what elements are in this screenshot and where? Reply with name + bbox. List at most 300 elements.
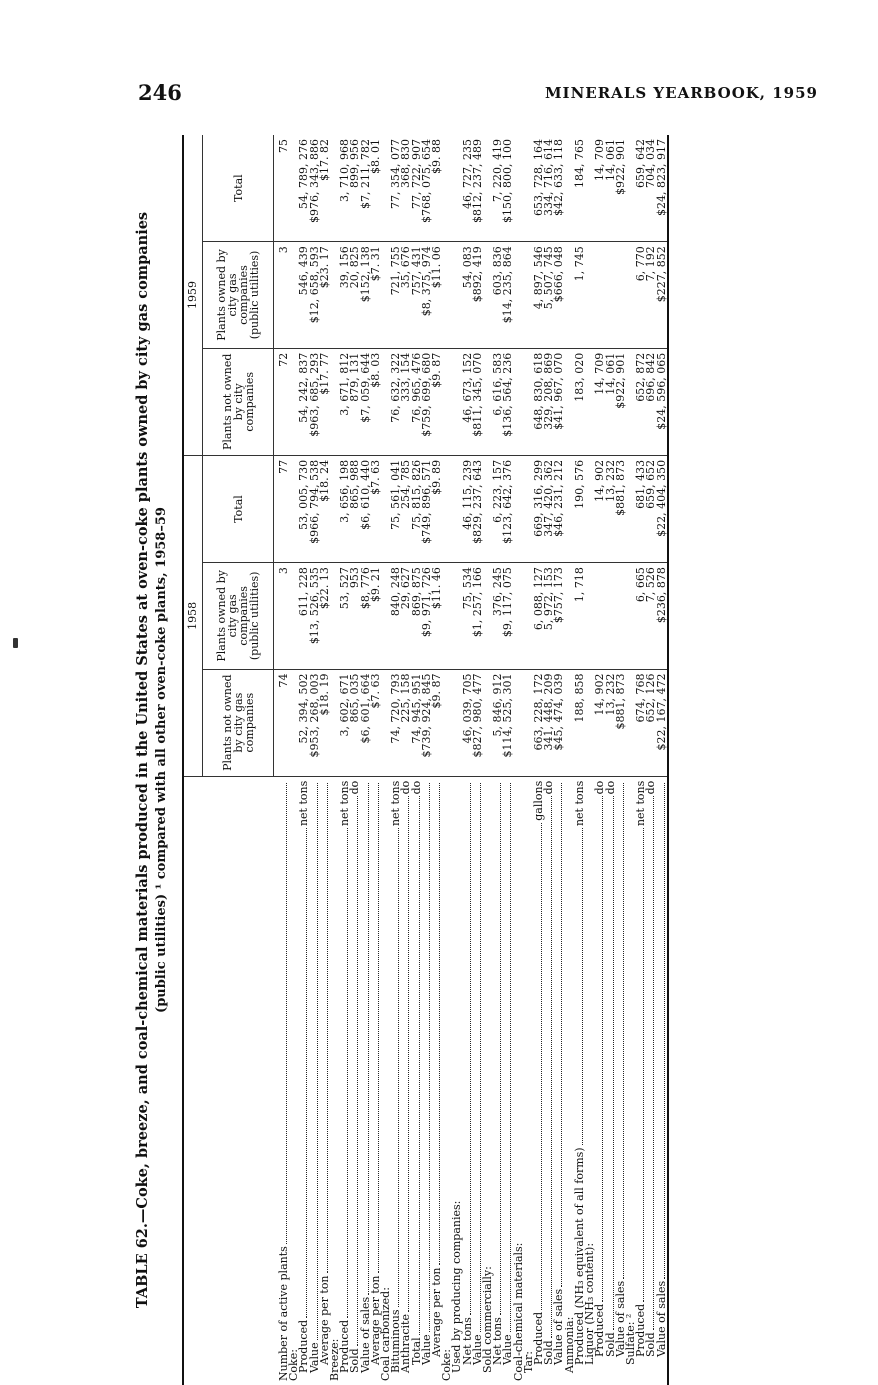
dot-leader [371, 783, 379, 1274]
value-cell: 603, 836 [493, 242, 503, 348]
value-cell: $8, 375, 974 [422, 242, 432, 348]
value-cell: $7. 31 [371, 242, 381, 348]
value-cell: $9. 89 [432, 455, 442, 562]
row-unit: do [399, 780, 413, 795]
row-label-cell [493, 776, 503, 1385]
row-label-cell [401, 776, 411, 1385]
value-cell: $7. 63 [371, 669, 381, 776]
value-cell: 696, 842 [646, 348, 656, 455]
value-cell: 869, 875 [412, 563, 422, 669]
value-cell: 54, 083 [463, 242, 473, 348]
value-cell: $7, 059, 644 [361, 348, 371, 455]
value-cell [595, 563, 605, 669]
dot-leader [340, 828, 348, 1318]
table-row [452, 135, 462, 1385]
row-unit: do [542, 780, 556, 795]
row-label-cell [452, 776, 462, 1385]
value-cell: 39, 156 [340, 242, 350, 348]
value-cell: $759, 699, 680 [422, 348, 432, 455]
value-cell: $6, 610, 440 [361, 455, 371, 562]
value-cell: $18. 19 [320, 669, 330, 776]
dot-leader [310, 783, 318, 1341]
value-cell: $881, 873 [616, 669, 626, 776]
table-row [595, 135, 605, 1385]
table-row [371, 135, 381, 1385]
value-cell: $22. 13 [320, 563, 330, 669]
value-cell [514, 348, 524, 455]
row-label: Sold commercially: [481, 1266, 495, 1373]
value-cell: $13, 526, 535 [310, 563, 320, 669]
column-header: Total [203, 455, 274, 562]
rotated-table-block [134, 135, 794, 1385]
value-cell: 899, 956 [348, 139, 362, 188]
row-label: Coal-chemical materials: [511, 1242, 525, 1381]
value-cell: $114, 525, 301 [503, 669, 513, 776]
table-row [626, 135, 636, 1385]
value-cell: 75 [277, 139, 290, 153]
row-label: Produced [338, 1319, 352, 1373]
row-label: Sold [644, 1332, 658, 1357]
value-cell: 20, 825 [350, 242, 360, 348]
table-row [636, 135, 646, 1385]
value-cell: 5, 846, 912 [493, 669, 503, 776]
value-cell: 6, 770 [636, 242, 646, 348]
table-subtitle: (public utilities) ¹ compared with all other oven-coke plants, 1958–59 [154, 507, 169, 1013]
dot-leader [412, 796, 420, 1335]
table-row [310, 135, 320, 1385]
row-label-cell [521, 776, 535, 1385]
value-cell: $9. 87 [432, 348, 442, 455]
table-row [616, 135, 626, 1385]
page-number: 246 [138, 80, 182, 105]
table-row [514, 135, 524, 1385]
value-cell: $123, 642, 376 [503, 455, 513, 562]
value-cell: 52, 394, 502 [299, 669, 309, 776]
row-label: Produced [634, 1303, 648, 1357]
value-cell: $24, 823, 917 [657, 135, 668, 242]
row-label-cell [350, 776, 360, 1385]
value-cell: 1, 745 [575, 242, 585, 348]
value-cell: 75, 815, 826 [412, 455, 422, 562]
value-cell [514, 669, 524, 776]
value-cell: 674, 768 [636, 669, 646, 776]
table-row [483, 135, 493, 1385]
row-label: Value [501, 1334, 515, 1365]
value-cell: $14, 235, 864 [503, 242, 513, 348]
value-cell: $46, 231, 212 [554, 455, 564, 562]
value-cell [606, 563, 616, 669]
row-label-cell [330, 776, 340, 1385]
row-label: Tar: [521, 1350, 535, 1373]
value-cell: $9. 87 [432, 669, 442, 776]
value-cell: 5, 972, 153 [544, 563, 554, 669]
row-label: Average per ton [368, 1275, 382, 1365]
value-cell: 757, 431 [412, 242, 422, 348]
value-cell: 190, 576 [575, 455, 585, 562]
value-cell: $1, 257, 166 [473, 563, 483, 669]
row-label-cell [511, 776, 525, 1385]
dot-leader [401, 796, 409, 1312]
value-cell [442, 669, 452, 776]
value-cell: 74, 945, 951 [412, 669, 422, 776]
value-cell: $22, 167, 472 [657, 669, 668, 776]
row-label: Produced [532, 1311, 546, 1365]
row-label-cell [409, 776, 423, 1385]
value-cell: 5, 507, 745 [544, 242, 554, 348]
value-cell: $827, 980, 477 [473, 669, 483, 776]
dot-leader [616, 783, 624, 1279]
value-cell: 77, 722, 907 [409, 139, 423, 209]
column-header: Plants owned by city gas companies (public utilities) [203, 563, 274, 669]
value-cell: 659, 642 [634, 139, 648, 188]
table-row [544, 135, 554, 1385]
row-label: Net tons [460, 1317, 474, 1365]
row-label-cell [391, 776, 401, 1385]
column-header: Total [203, 135, 274, 242]
value-cell: 14, 709 [593, 139, 607, 181]
value-cell: 53, 527 [340, 563, 350, 669]
table-row [606, 135, 616, 1385]
value-cell: $12, 658, 593 [310, 242, 320, 348]
dot-leader [636, 828, 644, 1302]
dot-leader [575, 828, 583, 1145]
table-body [279, 135, 668, 1385]
value-cell: 546, 439 [299, 242, 309, 348]
value-cell: 14, 061 [606, 348, 616, 455]
value-cell: $757, 173 [554, 563, 564, 669]
value-cell [514, 135, 524, 242]
row-label-cell [299, 776, 309, 1385]
value-cell: 347, 420, 362 [544, 455, 554, 562]
value-cell: 188, 858 [575, 669, 585, 776]
value-cell: $152, 138 [361, 242, 371, 348]
value-cell: 46, 039, 705 [463, 669, 473, 776]
value-cell: 6, 223, 157 [493, 455, 503, 562]
value-cell [595, 242, 605, 348]
column-header: Plants not owned by city companies [203, 348, 274, 455]
table-row [391, 135, 401, 1385]
table-row [646, 135, 656, 1385]
table-row [524, 135, 534, 1385]
value-cell [442, 135, 452, 242]
value-cell: $227, 852 [657, 242, 668, 348]
row-label: Value of sales [654, 1280, 668, 1357]
column-header: Plants not owned by city gas companies [203, 669, 274, 776]
dot-leader [432, 783, 440, 1266]
row-label-cell [483, 776, 493, 1385]
row-label: Produced [297, 1319, 311, 1373]
table-row [554, 135, 564, 1385]
data-table [182, 135, 669, 1385]
table-row [401, 135, 411, 1385]
value-cell: 721, 755 [391, 242, 401, 348]
value-cell: $812, 237, 489 [470, 139, 484, 223]
row-label: Value of sales [552, 1288, 566, 1365]
row-unit: net tons [338, 780, 352, 827]
dot-leader [279, 783, 287, 1244]
value-cell: $7. 63 [371, 455, 381, 562]
value-cell: $136, 564, 236 [503, 348, 513, 455]
row-label: Coal carbonized: [379, 1287, 393, 1381]
value-cell: 3 [279, 563, 289, 669]
value-cell: 333, 154 [401, 348, 411, 455]
value-cell: 865, 988 [350, 455, 360, 562]
value-cell: 334, 716, 614 [542, 139, 556, 216]
table-row [289, 135, 299, 1385]
dot-leader [299, 828, 307, 1318]
value-cell: 840, 248 [391, 563, 401, 669]
table-row [473, 135, 483, 1385]
value-cell: 14, 902 [595, 455, 605, 562]
value-cell: $953, 268, 003 [310, 669, 320, 776]
value-cell: 953 [350, 563, 360, 669]
row-label: Average per ton [317, 1275, 331, 1365]
value-cell: $9. 88 [430, 139, 444, 174]
value-cell [442, 455, 452, 562]
value-cell: $42, 633, 118 [552, 139, 566, 216]
table-title: TABLE 62.—Coke, breeze, and coal-chemical materials produced in the United States at oven-coke plants owned by city gas companies [134, 211, 151, 1309]
row-unit: do [409, 780, 423, 795]
row-label-cell [654, 776, 668, 1385]
value-cell: $768, 075, 654 [419, 139, 433, 223]
row-label: Coke: [440, 1349, 454, 1381]
value-cell: $922, 901 [613, 139, 627, 195]
value-cell: $6, 601, 664 [361, 669, 371, 776]
value-cell [514, 563, 524, 669]
dot-leader [391, 828, 399, 1307]
table-row [350, 135, 360, 1385]
table-row [575, 135, 585, 1385]
row-label-cell [534, 776, 544, 1385]
value-cell: 3, 671, 812 [340, 348, 350, 455]
row-unit: net tons [634, 780, 648, 827]
value-cell: 3, 602, 671 [340, 669, 350, 776]
value-cell: 14, 709 [595, 348, 605, 455]
dot-leader [320, 783, 328, 1274]
table-row [361, 135, 371, 1385]
row-label: Value [419, 1334, 433, 1365]
value-cell: 53, 005, 730 [299, 455, 309, 562]
value-cell: $45, 474, 039 [554, 669, 564, 776]
table-row [657, 135, 668, 1385]
value-cell: $11. 46 [432, 563, 442, 669]
table-row [320, 135, 330, 1385]
table-row [412, 135, 422, 1385]
value-cell: 54, 789, 276 [297, 139, 311, 209]
table-row [442, 135, 452, 1385]
dot-leader [606, 796, 614, 1330]
value-cell: 54, 242, 837 [299, 348, 309, 455]
row-label: Produced (NH₃ equivalent of all forms) [572, 1147, 586, 1365]
value-cell: $963, 685, 293 [310, 348, 320, 455]
year-header-1959: 1959 [184, 135, 203, 455]
table-row [279, 135, 289, 1385]
table-row [330, 135, 340, 1385]
value-cell: 3, 656, 198 [340, 455, 350, 562]
table-row [534, 135, 544, 1385]
value-cell: 865, 035 [350, 669, 360, 776]
stub-header [184, 776, 274, 1385]
row-label: Average per ton [430, 1267, 444, 1357]
dot-leader [422, 783, 430, 1333]
value-cell: $749, 896, 571 [422, 455, 432, 562]
row-unit: net tons [572, 780, 586, 827]
dot-leader [657, 783, 665, 1279]
row-label-cell [636, 776, 646, 1385]
row-label: Bituminous [389, 1309, 403, 1373]
row-label: Value of sales [358, 1296, 372, 1373]
value-cell: $9. 21 [371, 563, 381, 669]
value-cell [442, 348, 452, 455]
value-cell: 879, 131 [350, 348, 360, 455]
row-unit: gallons [532, 780, 546, 821]
row-label: Sulfate: ² [623, 1313, 637, 1365]
row-label-cell [340, 776, 350, 1385]
value-cell: 368, 830 [399, 139, 413, 188]
row-label: Liquor (NH₃ content): [583, 1242, 597, 1365]
row-label: Produced [593, 1303, 607, 1357]
value-cell: $966, 794, 538 [310, 455, 320, 562]
value-cell [514, 242, 524, 348]
dot-leader [503, 783, 511, 1333]
row-unit: net tons [389, 780, 403, 827]
table-row [432, 135, 442, 1385]
dot-leader [544, 796, 552, 1338]
table-row [422, 135, 432, 1385]
row-label: Number of active plants [277, 1246, 290, 1381]
dot-leader [473, 783, 481, 1333]
value-cell [514, 455, 524, 562]
value-cell: 46, 673, 152 [463, 348, 473, 455]
table-row [463, 135, 473, 1385]
value-cell: 13, 232 [606, 669, 616, 776]
row-unit: do [348, 780, 362, 795]
value-cell: 7, 526 [646, 563, 656, 669]
value-cell: 659, 652 [646, 455, 656, 562]
row-unit: do [593, 780, 607, 795]
value-cell: 652, 872 [636, 348, 646, 455]
row-label-cell [585, 776, 595, 1385]
row-label-cell [554, 776, 564, 1385]
value-cell: 6, 616, 583 [493, 348, 503, 455]
value-cell: $236, 878 [657, 563, 668, 669]
value-cell: 4, 897, 546 [534, 242, 544, 348]
value-cell: 341, 448, 209 [544, 669, 554, 776]
row-label-cell [595, 776, 605, 1385]
row-label: Sold [348, 1348, 362, 1373]
dot-leader [493, 783, 501, 1315]
value-cell: $976, 343, 886 [307, 139, 321, 223]
table-row [340, 135, 350, 1385]
value-cell: $8. 01 [368, 139, 382, 174]
value-cell [442, 563, 452, 669]
value-cell: 72 [279, 348, 289, 455]
column-header: Plants owned by city gas companies (public utilities) [203, 242, 274, 348]
row-unit: net tons [297, 780, 311, 827]
row-label: Sold [542, 1340, 556, 1365]
value-cell: 663, 228, 172 [534, 669, 544, 776]
value-cell: $23. 17 [320, 242, 330, 348]
page-header [138, 80, 818, 120]
row-unit: do [644, 780, 658, 795]
row-label-cell [317, 776, 331, 1385]
row-label: Used by producing companies: [450, 1200, 464, 1373]
value-cell [616, 242, 626, 348]
value-cell: 652, 126 [646, 669, 656, 776]
value-cell [442, 242, 452, 348]
row-label: Total [409, 1337, 423, 1365]
value-cell: 611, 228 [299, 563, 309, 669]
value-cell: 29, 627 [401, 563, 411, 669]
value-cell: 74 [279, 669, 289, 776]
value-cell: 46, 727, 235 [460, 139, 474, 209]
value-cell [606, 242, 616, 348]
value-cell: $7, 211, 782 [358, 139, 372, 209]
value-cell: $8, 776 [361, 563, 371, 669]
value-cell: 75, 561, 041 [391, 455, 401, 562]
value-cell: $739, 924, 845 [422, 669, 432, 776]
row-label: Net tons [491, 1317, 505, 1365]
value-cell: $922, 901 [616, 348, 626, 455]
value-cell: 6, 088, 127 [534, 563, 544, 669]
row-label: Anthracite [399, 1314, 413, 1373]
value-cell: $17. 77 [320, 348, 330, 455]
value-cell: 14, 061 [603, 139, 617, 181]
dot-leader [534, 823, 542, 1310]
table-row [503, 135, 513, 1385]
running-head: MINERALS YEARBOOK, 1959 [544, 84, 818, 102]
value-cell: $811, 345, 070 [473, 348, 483, 455]
year-header-1958: 1958 [184, 455, 203, 776]
scan-mark [13, 638, 18, 648]
value-cell: 183, 020 [575, 348, 585, 455]
row-label: Coke: [287, 1349, 301, 1381]
row-label-cell [289, 776, 299, 1385]
value-cell: 225, 158 [401, 669, 411, 776]
value-cell: 75, 534 [463, 563, 473, 669]
value-cell: 13, 232 [606, 455, 616, 562]
dot-leader [350, 796, 358, 1346]
value-cell: $9, 117, 075 [503, 563, 513, 669]
value-cell: $666, 048 [554, 242, 564, 348]
dot-leader [595, 796, 603, 1301]
value-cell: 7, 192 [646, 242, 656, 348]
table-row [381, 135, 391, 1385]
row-label-cell [623, 776, 637, 1385]
dot-leader [554, 783, 562, 1287]
value-cell [585, 563, 595, 669]
value-cell: $150, 800, 100 [501, 139, 515, 223]
value-cell: $22, 404, 350 [657, 455, 668, 562]
value-cell: 329, 208, 869 [544, 348, 554, 455]
value-cell: 376, 245 [493, 563, 503, 669]
row-label: Value [470, 1334, 484, 1365]
value-cell: 77, 354, 077 [389, 139, 403, 209]
value-cell: $41, 967, 070 [554, 348, 564, 455]
value-cell: 648, 830, 618 [534, 348, 544, 455]
value-cell: 3, 710, 968 [338, 139, 352, 202]
value-cell: 1, 718 [575, 563, 585, 669]
value-cell: 669, 316, 299 [534, 455, 544, 562]
dot-leader [361, 783, 369, 1295]
value-cell: $881, 873 [616, 455, 626, 562]
value-cell: 74, 720, 793 [391, 669, 401, 776]
row-label-cell [432, 776, 442, 1385]
value-cell: $17. 82 [317, 139, 331, 181]
value-cell: 46, 115, 239 [463, 455, 473, 562]
value-cell [616, 563, 626, 669]
value-cell: $892, 419 [473, 242, 483, 348]
